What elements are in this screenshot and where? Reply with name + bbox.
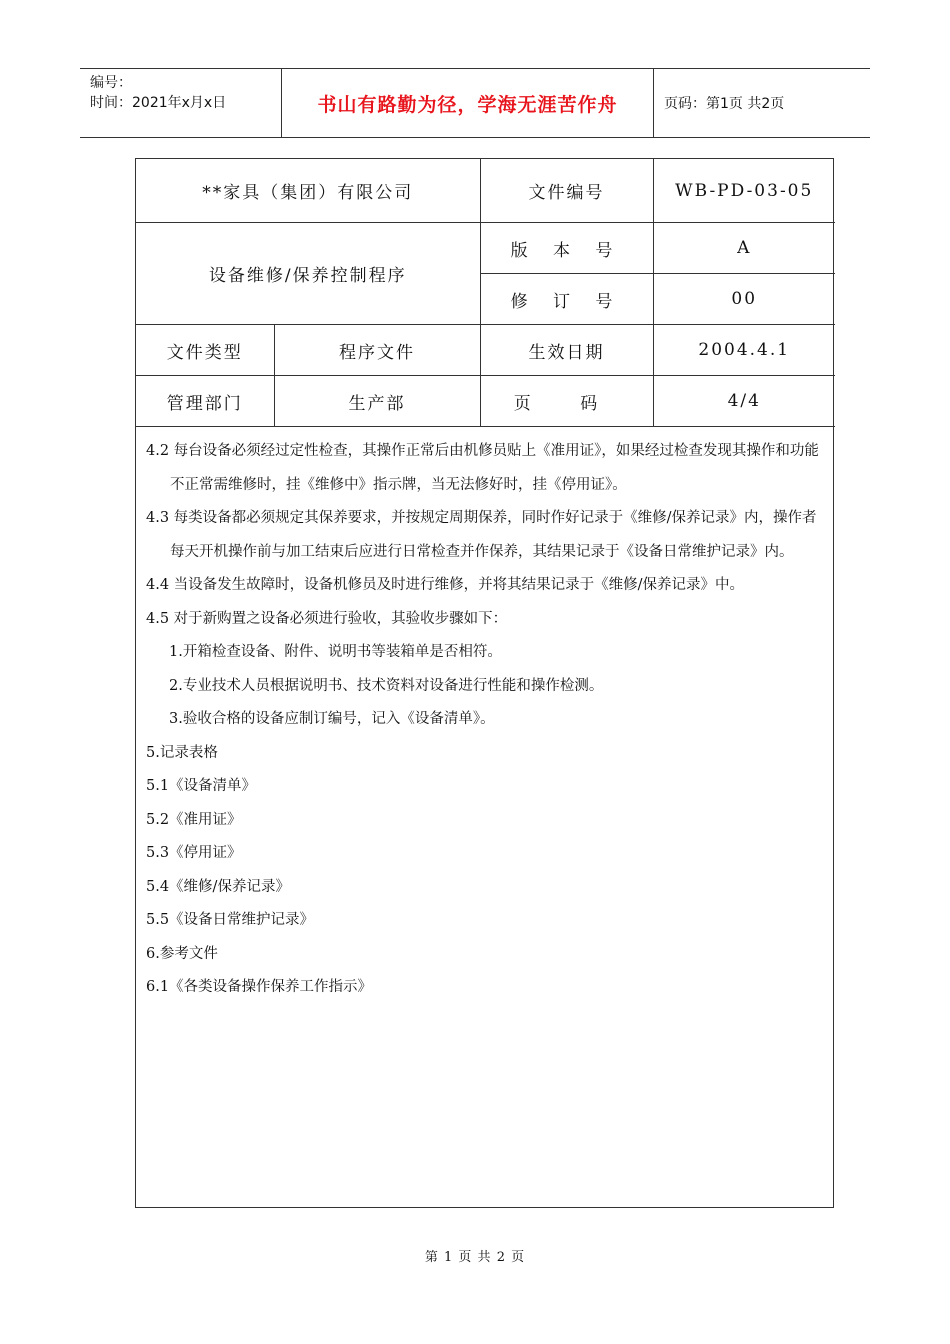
header-page-info: 页码：第1页 共2页 <box>664 96 785 112</box>
doc-no: WB-PD-03-05 <box>653 159 835 223</box>
time-label: 时间：2021年x月x日 <box>90 95 227 111</box>
effective-date: 2004.4.1 <box>653 325 835 376</box>
record-5-5: 5.5《设备日常维护记录》 <box>146 912 315 928</box>
para-4-5: 4.5 对于新购置之设备必须进行验收，其验收步骤如下： <box>146 610 508 627</box>
record-5-4: 5.4《维修/保养记录》 <box>146 878 290 895</box>
section-5-heading: 5.记录表格 <box>146 744 218 761</box>
section-6-heading: 6.参考文件 <box>146 945 218 962</box>
revision-label: 修 订 号 <box>480 274 653 325</box>
para-4-3: 4.3 每类设备都必须规定其保养要求，并按规定周期保养，同时作好记录于《维修/保养记录》内，操作者每天开机操作前与加工结束后应进行日常检查并作保养，其结果记录于《设备日常维护记录》内。 <box>146 510 817 560</box>
number-label: 编号： <box>90 75 132 91</box>
step-3: 3.验收合格的设备应制订编号，记入《设备清单》。 <box>169 711 495 727</box>
reference-6-1: 6.1《各类设备操作保养工作指示》 <box>146 979 373 995</box>
document-body <box>136 427 833 1005</box>
page-label: 页 码 <box>480 376 653 427</box>
revision: 00 <box>653 274 835 325</box>
page-value: 4/4 <box>653 376 835 427</box>
header-left <box>80 69 282 137</box>
motto: 书山有路勤为径，学海无涯苦作舟 <box>317 93 618 116</box>
page-header <box>80 68 870 138</box>
meta-table <box>136 159 835 427</box>
doc-type: 程序文件 <box>274 325 480 376</box>
company-name: **家具（集团）有限公司 <box>136 159 480 223</box>
effective-label: 生效日期 <box>480 325 653 376</box>
dept-label: 管理部门 <box>136 376 274 427</box>
type-label: 文件类型 <box>136 325 274 376</box>
step-2: 2.专业技术人员根据说明书、技术资料对设备进行性能和操作检测。 <box>169 677 604 694</box>
record-5-1: 5.1《设备清单》 <box>146 778 257 794</box>
step-1: 1.开箱检查设备、附件、说明书等装箱单是否相符。 <box>169 644 502 660</box>
para-4-2: 4.2 每台设备必须经过定性检查，其操作正常后由机修员贴上《准用证》，如果经过检查发现其操作和功能不正常需维修时，挂《维修中》指示牌，当无法修好时，挂《停用证》。 <box>146 443 819 493</box>
document-frame <box>135 158 834 1208</box>
version: A <box>653 223 835 274</box>
record-5-3: 5.3《停用证》 <box>146 845 242 861</box>
para-4-4: 4.4 当设备发生故障时，设备机修员及时进行维修，并将其结果记录于《维修/保养记录》中。 <box>146 577 745 593</box>
version-label: 版 本 号 <box>480 223 653 274</box>
header-motto-cell <box>282 69 654 137</box>
page-footer: 第 1 页 共 2 页 <box>424 1250 526 1265</box>
record-5-2: 5.2《准用证》 <box>146 811 242 828</box>
procedure-title: 设备维修/保养控制程序 <box>136 223 480 325</box>
doc-no-label: 文件编号 <box>480 159 653 223</box>
dept: 生产部 <box>274 376 480 427</box>
